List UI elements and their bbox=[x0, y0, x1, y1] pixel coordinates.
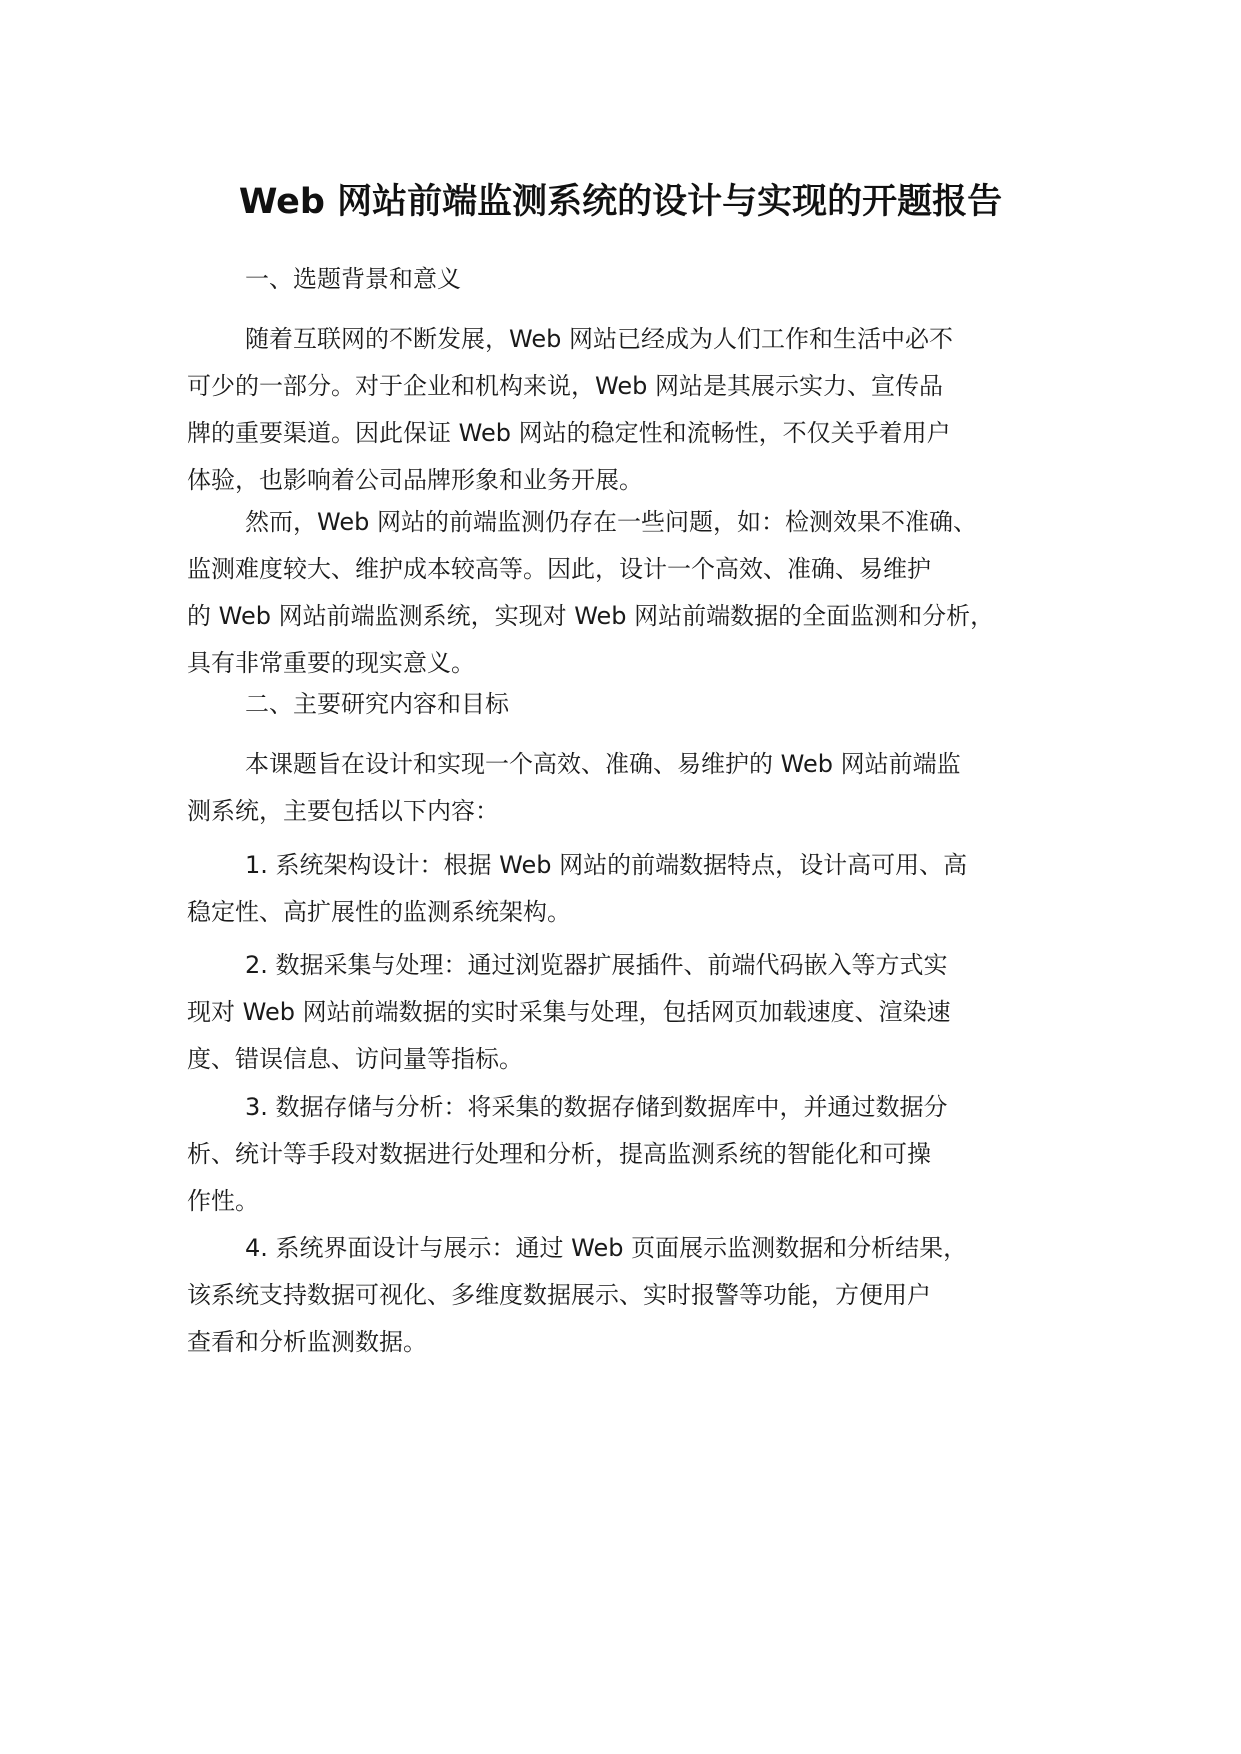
paragraph-line: 查看和分析监测数据。 bbox=[187, 1328, 427, 1356]
paragraph-line: 本课题旨在设计和实现一个高效、准确、易维护的 Web 网站前端监 bbox=[245, 750, 961, 778]
paragraph-background-2 bbox=[187, 499, 1077, 687]
list-item-4 bbox=[187, 1225, 1077, 1366]
paragraph-background-1 bbox=[187, 316, 1077, 504]
paragraph-line: 二、主要研究内容和目标 bbox=[245, 690, 509, 718]
paragraph-line: 度、错误信息、访问量等指标。 bbox=[187, 1045, 523, 1073]
list-item-1 bbox=[187, 842, 1077, 936]
paragraph-line: 稳定性、高扩展性的监测系统架构。 bbox=[187, 898, 571, 926]
paragraph-line: 牌的重要渠道。因此保证 Web 网站的稳定性和流畅性，不仅关乎着用户 bbox=[187, 419, 951, 447]
paragraph-line: 1. 系统架构设计：根据 Web 网站的前端数据特点，设计高可用、高 bbox=[245, 851, 968, 879]
list-item-2 bbox=[187, 942, 1077, 1083]
paragraph-line: 体验，也影响着公司品牌形象和业务开展。 bbox=[187, 466, 643, 494]
paragraph-line: 现对 Web 网站前端数据的实时采集与处理，包括网页加载速度、渲染速 bbox=[187, 998, 951, 1026]
paragraph-line: 3. 数据存储与分析：将采集的数据存储到数据库中，并通过数据分 bbox=[245, 1093, 948, 1121]
paragraph-line: 析、统计等手段对数据进行处理和分析，提高监测系统的智能化和可操 bbox=[187, 1140, 931, 1168]
paragraph-line: 随着互联网的不断发展，Web 网站已经成为人们工作和生活中必不 bbox=[245, 325, 953, 353]
paragraph-line: 一、选题背景和意义 bbox=[245, 265, 461, 293]
paragraph-line: 该系统支持数据可视化、多维度数据展示、实时报警等功能，方便用户 bbox=[187, 1281, 931, 1309]
paragraph-research-intro bbox=[187, 741, 1077, 835]
section-heading-background bbox=[187, 256, 1077, 303]
section-heading-research bbox=[187, 681, 1077, 728]
paragraph-line: 监测难度较大、维护成本较高等。因此，设计一个高效、准确、易维护 bbox=[187, 555, 931, 583]
document-title: Web 网站前端监测系统的设计与实现的开题报告 bbox=[238, 182, 1003, 222]
paragraph-line: 具有非常重要的现实意义。 bbox=[187, 649, 475, 677]
paragraph-line: 作性。 bbox=[187, 1187, 259, 1215]
paragraph-line: 可少的一部分。对于企业和机构来说，Web 网站是其展示实力、宣传品 bbox=[187, 372, 943, 400]
list-item-3 bbox=[187, 1084, 1077, 1225]
paragraph-line: 4. 系统界面设计与展示：通过 Web 页面展示监测数据和分析结果， bbox=[245, 1234, 968, 1262]
paragraph-line: 测系统，主要包括以下内容： bbox=[187, 797, 499, 825]
paragraph-line: 然而，Web 网站的前端监测仍存在一些问题，如：检测效果不准确、 bbox=[245, 508, 977, 536]
paragraph-line: 的 Web 网站前端监测系统，实现对 Web 网站前端数据的全面监测和分析， bbox=[187, 602, 995, 630]
paragraph-line: 2. 数据采集与处理：通过浏览器扩展插件、前端代码嵌入等方式实 bbox=[245, 951, 948, 979]
